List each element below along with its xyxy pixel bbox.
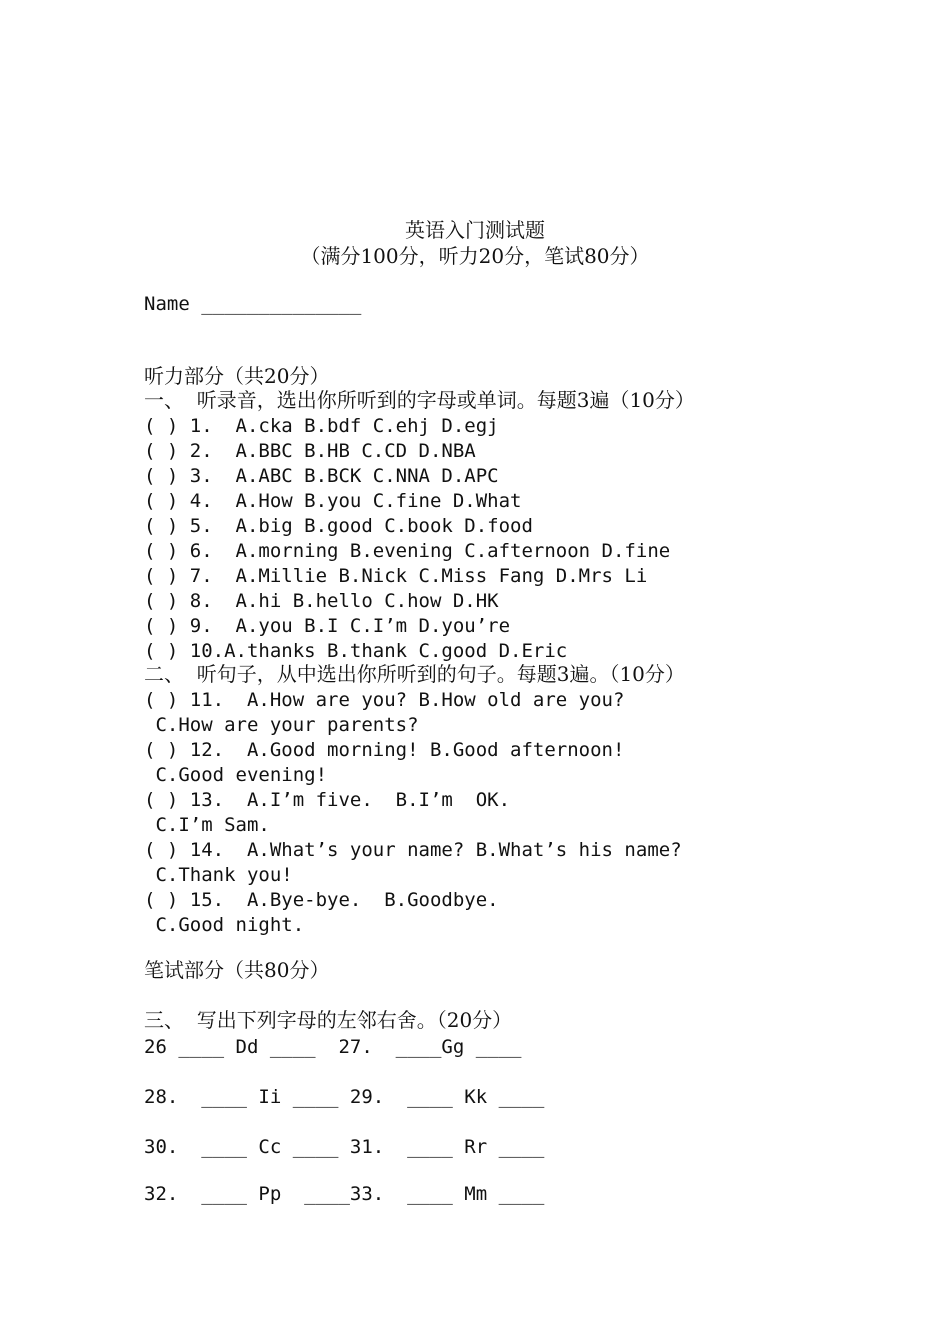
question-item: C.Thank you! [144, 864, 293, 886]
question-item: ( ) 12. A.Good morning! B.Good afternoon! [144, 739, 625, 761]
question-item: ( ) 6. A.morning B.evening C.afternoon D.fine [144, 540, 671, 562]
part3-heading: 三、 写出下列字母的左邻右舍。（20分） [144, 1008, 513, 1032]
page-subtitle: （满分100分，听力20分，笔试80分） [300, 244, 650, 268]
question-item: ( ) 3. A.ABC B.BCK C.NNA D.APC [144, 465, 499, 487]
page-title: 英语入门测试题 [405, 218, 545, 242]
question-item: ( ) 13. A.I’m five. B.I’m OK. [144, 789, 511, 811]
question-item: C.Good night. [144, 914, 305, 936]
question-item: ( ) 8. A.hi B.hello C.how D.HK [144, 590, 499, 612]
letter-exercise: 28. ____ Ii ____ 29. ____ Kk ____ [144, 1086, 545, 1108]
question-item: ( ) 1. A.cka B.bdf C.ehj D.egj [144, 415, 499, 437]
name-line: Name ______________ [144, 293, 362, 315]
question-item: C.I’m Sam. [144, 814, 270, 836]
question-item: ( ) 7. A.Millie B.Nick C.Miss Fang D.Mrs Li [144, 565, 648, 587]
question-item: C.How are your parents? [144, 714, 419, 736]
part1-heading: 一、 听录音，选出你所听到的字母或单词。每题3遍（10分） [144, 388, 695, 412]
question-item: ( ) 4. A.How B.you C.fine D.What [144, 490, 522, 512]
question-item: ( ) 9. A.you B.I C.I’m D.you’re [144, 615, 511, 637]
question-item: ( ) 5. A.big B.good C.book D.food [144, 515, 533, 537]
question-item: ( ) 15. A.Bye-bye. B.Goodbye. [144, 889, 499, 911]
written-heading: 笔试部分（共80分） [144, 958, 330, 982]
letter-exercise: 32. ____ Pp ____33. ____ Mm ____ [144, 1183, 545, 1205]
question-item: ( ) 2. A.BBC B.HB C.CD D.NBA [144, 440, 476, 462]
part2-heading: 二、 听句子，从中选出你所听到的句子。每题3遍。（10分） [144, 662, 685, 686]
question-item: ( ) 10.A.thanks B.thank C.good D.Eric [144, 640, 568, 662]
letter-exercise: 30. ____ Cc ____ 31. ____ Rr ____ [144, 1136, 545, 1158]
question-item: ( ) 11. A.How are you? B.How old are you? [144, 689, 625, 711]
letter-exercise: 26 ____ Dd ____ 27. ____Gg ____ [144, 1036, 522, 1058]
listening-heading: 听力部分（共20分） [144, 364, 330, 388]
question-item: C.Good evening! [144, 764, 328, 786]
question-item: ( ) 14. A.What’s your name? B.What’s his name? [144, 839, 682, 861]
